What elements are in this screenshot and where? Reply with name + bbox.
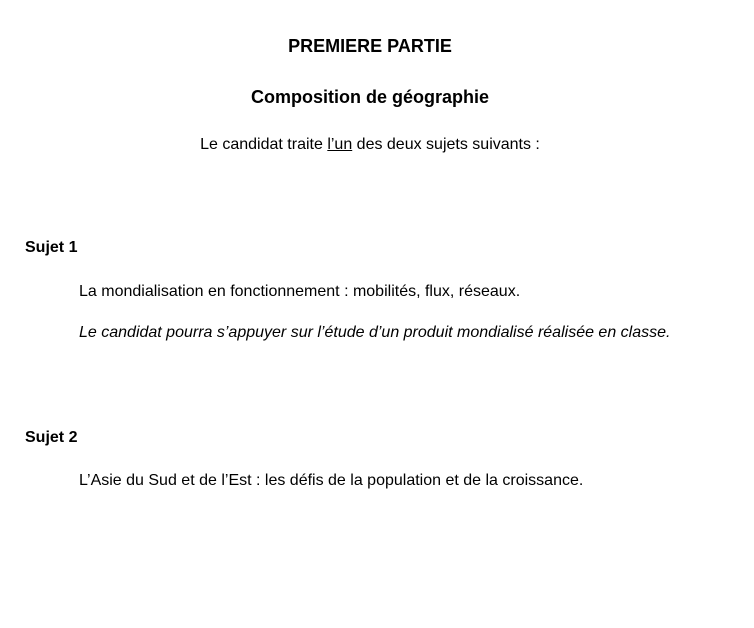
- subject-1-note: Le candidat pourra s’appuyer sur l’étude d’un produit mondialisé réalisée en classe.: [79, 324, 671, 341]
- subject-2-title: L’Asie du Sud et de l’Est : les défis de la population et de la croissance.: [79, 472, 584, 489]
- instruction-before: Le candidat traite: [200, 136, 328, 153]
- instruction-after: des deux sujets suivants :: [352, 136, 540, 153]
- subject-2-heading: Sujet 2: [25, 429, 78, 446]
- subject-1-heading: Sujet 1: [25, 239, 78, 256]
- instruction-line: [0, 136, 740, 154]
- part-title: PREMIERE PARTIE: [288, 36, 452, 56]
- composition-title: Composition de géographie: [250, 87, 489, 107]
- subject-1-title: La mondialisation en fonctionnement : mobilités, flux, réseaux.: [79, 283, 521, 300]
- instruction-emphasis: l’un: [327, 136, 353, 153]
